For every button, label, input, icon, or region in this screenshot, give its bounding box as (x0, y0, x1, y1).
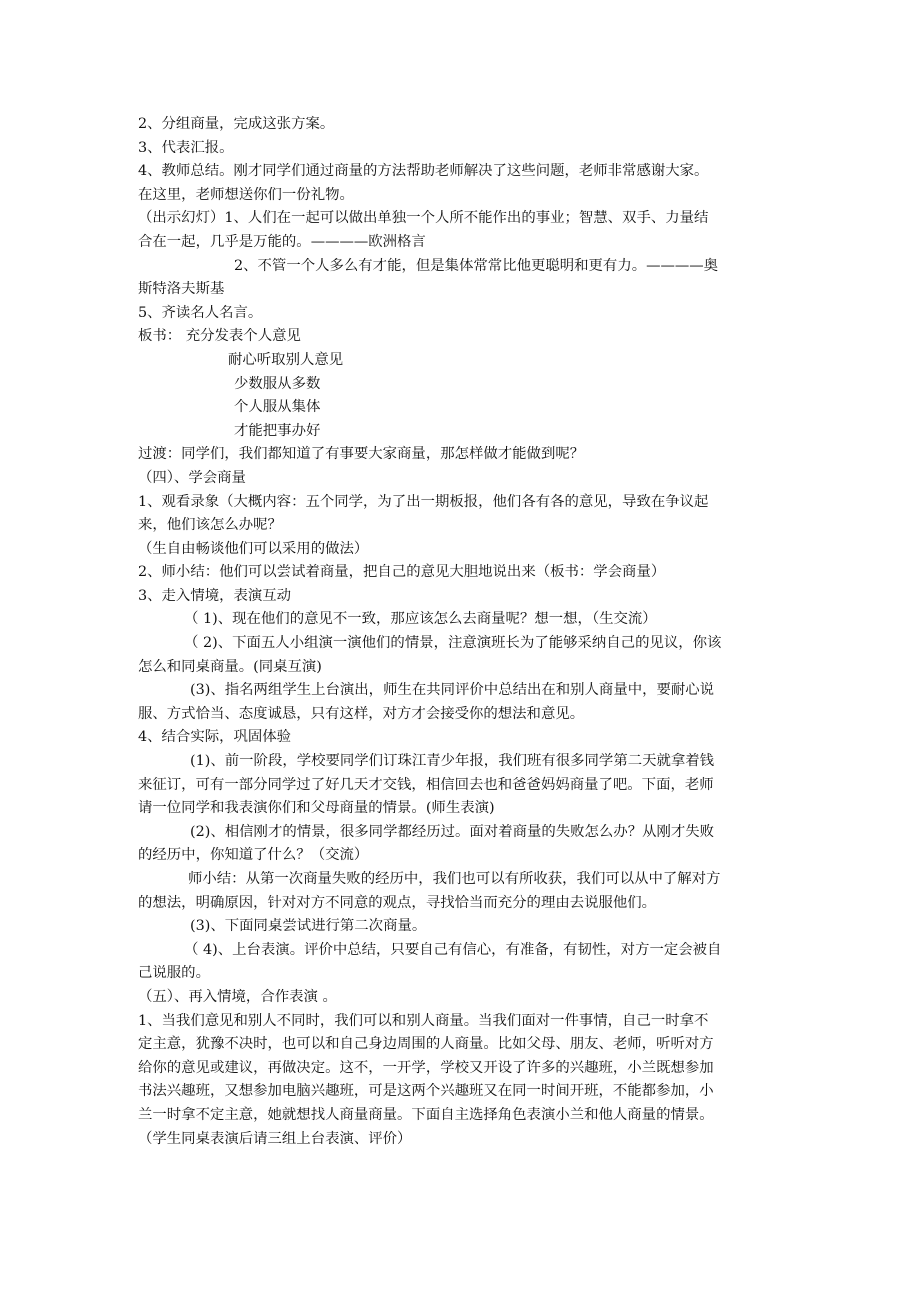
text-line: （ 2)、下面五人小组演一演他们的情景，注意演班长为了能够采纳自己的见议，你该 (184, 635, 722, 652)
text-line: 过渡：同学们，我们都知道了有事要大家商量，那怎样做才能做到呢？ (138, 446, 585, 463)
board-item: 才能把事办好 (234, 422, 321, 439)
text-line: 4、结合实际，巩固体验 (138, 729, 292, 746)
text-line: 2、不管一个人多么有才能，但是集体常常比他更聪明和更有力。————奥 (234, 257, 719, 274)
text-line: 己说服的。 (138, 965, 210, 982)
text-line: (1)、前一阶段，学校要同学们订珠江青少年报，我们班有很多同学第二天就拿着钱 (190, 753, 715, 770)
text-line: 请一位同学和我表演你们和父母商量的情景。(师生表演) (138, 800, 495, 817)
text-line: （出示幻灯）1、人们在一起可以做出单独一个人所不能作出的事业；智慧、双手、力量结 (138, 210, 709, 227)
text-line: 3、代表汇报。 (138, 139, 234, 156)
text-line: 服、方式恰当、态度诚恳，只有这样，对方才会接受你的想法和意见。 (138, 705, 585, 722)
text-line: （生自由畅谈他们可以采用的做法） (138, 540, 369, 557)
board-heading: 板书： 充分发表个人意见 (138, 328, 301, 345)
text-line: 的经历中，你知道了什么？（交流） (138, 847, 369, 864)
text-line: 来，他们该怎么办呢？ (138, 517, 282, 534)
text-line: 2、师小结：他们可以尝试着商量，把自己的意见大胆地说出来（板书：学会商量） (138, 564, 666, 581)
text-line: 怎么和同桌商量。(同桌互演) (138, 658, 322, 675)
text-line: 2、分组商量，完成这张方案。 (138, 116, 335, 132)
text-line: 1、观看录象（大概内容：五个同学，为了出一期板报，他们各有各的意见，导致在争议起 (138, 493, 709, 510)
text-line: 合在一起，几乎是万能的。————欧洲格言 (138, 233, 426, 250)
text-line: 的想法，明确原因，针对对方不同意的观点，寻找恰当而充分的理由去说服他们。 (138, 894, 657, 911)
text-line: 师小结：从第一次商量失败的经历中，我们也可以有所收获，我们可以从中了解对方 (188, 871, 721, 887)
text-line: （ 4)、上台表演。评价中总结，只要自己有信心，有准备，有韧性，对方一定会被自 (184, 941, 722, 958)
text-line: 5、齐读名人名言。 (138, 304, 263, 321)
text-line: (2)、相信刚才的情景，很多同学都经历过。面对着商量的失败怎么办？从刚才失败 (190, 823, 715, 840)
text-line: 3、走入情境，表演互动 (138, 587, 292, 604)
document-body (138, 113, 793, 1151)
text-line: 兰一时拿不定主意，她就想找人商量商量。下面自主选择角色表演小兰和他人商量的情景。 (138, 1106, 714, 1123)
text-line: 给你的意见或建议，再做决定。这不，一开学，学校又开设了许多的兴趣班，小兰既想参加 (138, 1059, 714, 1076)
text-line: （ 1)、现在他们的意见不一致，那应该怎么去商量呢？想一想，（生交流） (184, 611, 657, 628)
board-item: 个人服从集体 (234, 399, 321, 416)
text-line: 书法兴趣班，又想参加电脑兴趣班，可是这两个兴趣班又在同一时间开班，不能都参加，小 (138, 1083, 714, 1100)
text-line: 1、当我们意见和别人不同时，我们可以和别人商量。当我们面对一件事情，自己一时拿不 (138, 1012, 709, 1029)
text-line: （学生同桌表演后请三组上台表演、评价） (138, 1130, 412, 1147)
section-heading: （四）、学会商量 (138, 469, 246, 486)
board-item: 耐心听取别人意见 (228, 351, 344, 368)
text-line: 4、教师总结。刚才同学们通过商量的方法帮助老师解决了这些问题，老师非常感谢大家。 (138, 163, 709, 180)
section-heading: （五）、再入情境，合作表演 。 (138, 988, 337, 1005)
text-line: (3)、下面同桌尝试进行第二次商量。 (190, 918, 427, 935)
text-line: 斯特洛夫斯基 (138, 281, 225, 298)
board-item: 少数服从多数 (234, 375, 321, 392)
text-line: (3)、指名两组学生上台演出，师生在共同评价中总结出在和别人商量中，要耐心说 (190, 682, 715, 699)
text-line: 定主意，犹豫不决时，也可以和自己身边周围的人商量。比如父母、朋友、老师，听听对方 (138, 1036, 714, 1053)
text-line: 在这里，老师想送你们一份礼物。 (138, 186, 354, 203)
text-line: 来征订，可有一部分同学过了好几天才交钱，相信回去也和爸爸妈妈商量了吧。下面，老师 (138, 776, 714, 793)
